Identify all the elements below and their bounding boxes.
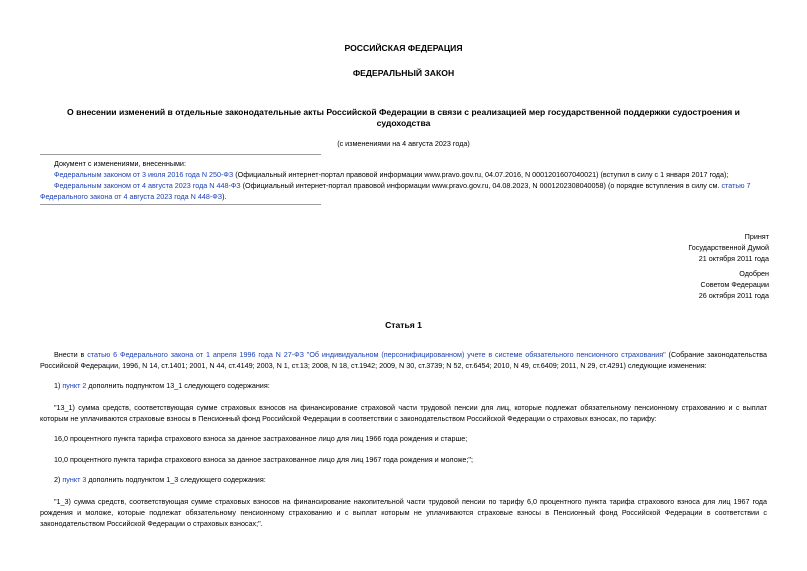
law-type-heading: ФЕДЕРАЛЬНЫЙ ЗАКОН [352, 68, 455, 78]
item-2-post: дополнить подпунктом 1_3 следующего содержания: [86, 475, 266, 484]
changes-top-divider [40, 154, 321, 155]
article-intro-post: (Собрание законодательства Российской Федерации, 1996, N 14, ст.1401; 2001, N 44, ст.4149; 2003, N 1, ст.13; 2008, N 18, ст.1942; 2009, N 30, ст.3739; N 52, ст.6454; 2010, N 49, ст.6409; 2011, N 29, ст.4291) следующие изменения: [40, 350, 767, 370]
article-intro [40, 349, 767, 371]
change-item-2-text: (Официальный интернет-портал правовой информации www.pravo.gov.ru, 04.08.2023, N 0001202308040058) (о порядке вступления в силу см. [240, 181, 722, 190]
acceptance-duma [569, 231, 769, 264]
item-2 [40, 474, 767, 485]
law-title: О внесении изменений в отдельные законодательные акты Российской Федерации в связи с реализацией мер государственной поддержки судостроения и судоходства [67, 107, 740, 128]
article-title: Статья 1 [385, 320, 422, 330]
approved-date: 26 октября 2011 года [698, 291, 769, 300]
subitem-1-3: "1_3) сумма средств, соответствующая сумме страховых взносов на финансирование накопительной части трудовой пенсии по тарифу 6,0 процентного пункта тарифа страхового взноса для лиц 1967 года рождения и моложе, которые подлежат обязательному пенсионному страхованию и с выплат которым не уплачиваются страховые взносы в Пенсионный фонд Российской Федерации в соответствии с законодательством Российской Федерации о страховых взносах;". [40, 497, 767, 528]
change-item-1-text: (Официальный интернет-портал правовой информации www.pravo.gov.ru, 04.07.2016, N 0001201607040021) (вступил в силу с 1 января 2017 года); [233, 170, 729, 179]
change-link-2-article[interactable]: статью 7 Федерального закона от 4 августа 2023 года N 448-ФЗ [40, 181, 751, 201]
change-item-1 [40, 169, 770, 180]
acceptance-council [569, 268, 769, 301]
country-heading: РОССИЙСКАЯ ФЕДЕРАЦИЯ [344, 43, 463, 53]
accepted-body: Государственной Думой [688, 243, 769, 252]
item-2-link[interactable]: пункт 3 [62, 475, 87, 484]
changes-bottom-divider [40, 204, 321, 205]
item-1-link[interactable]: пункт 2 [62, 381, 87, 390]
item-1-post: дополнить подпунктом 13_1 следующего содержания: [86, 381, 270, 390]
change-link-2[interactable]: Федеральным законом от 4 августа 2023 года N 448-ФЗ [54, 181, 241, 190]
change-link-1[interactable]: Федеральным законом от 3 июля 2016 года N 250-ФЗ [54, 170, 234, 179]
changes-intro: Документ с изменениями, внесенными: [54, 159, 186, 168]
item-1 [40, 380, 767, 391]
edition-note: (с изменениями на 4 августа 2023 года) [337, 139, 470, 148]
article-intro-pre: Внести в [54, 350, 88, 359]
change-item-2-tail: ). [222, 192, 227, 201]
rate-1966: 16,0 процентного пункта тарифа страхового взноса за данное застрахованное лицо для лиц 1966 года рождения и старше; [54, 434, 468, 443]
accepted-date: 21 октября 2011 года [698, 254, 769, 263]
article-intro-link[interactable]: статью 6 Федерального закона от 1 апреля 1996 года N 27-ФЗ "Об индивидуальном (персонифицированном) учете в системе обязательного пенсионного страхования" [87, 350, 666, 359]
subitem-13-1: "13_1) сумма средств, соответствующая сумме страховых взносов на финансирование страховой части трудовой пенсии для лиц, которые подлежат обязательному пенсионному страхованию и с выплат которым не уплачиваются страховые взносы в Пенсионный фонд Российской Федерации в соответствии с законодательством Российской Федерации о страховых взносах, по тарифу: [40, 403, 767, 423]
item-1-pre: 1) [54, 381, 63, 390]
approved-label: Одобрен [739, 269, 769, 278]
approved-body: Советом Федерации [700, 280, 769, 289]
accepted-label: Принят [744, 232, 769, 241]
rate-1967: 10,0 процентного пункта тарифа страхового взноса за данное застрахованное лицо для лиц 1967 года рождения и моложе;"; [54, 455, 473, 464]
changes-block [40, 158, 770, 202]
item-2-pre: 2) [54, 475, 63, 484]
change-item-2 [40, 180, 770, 202]
